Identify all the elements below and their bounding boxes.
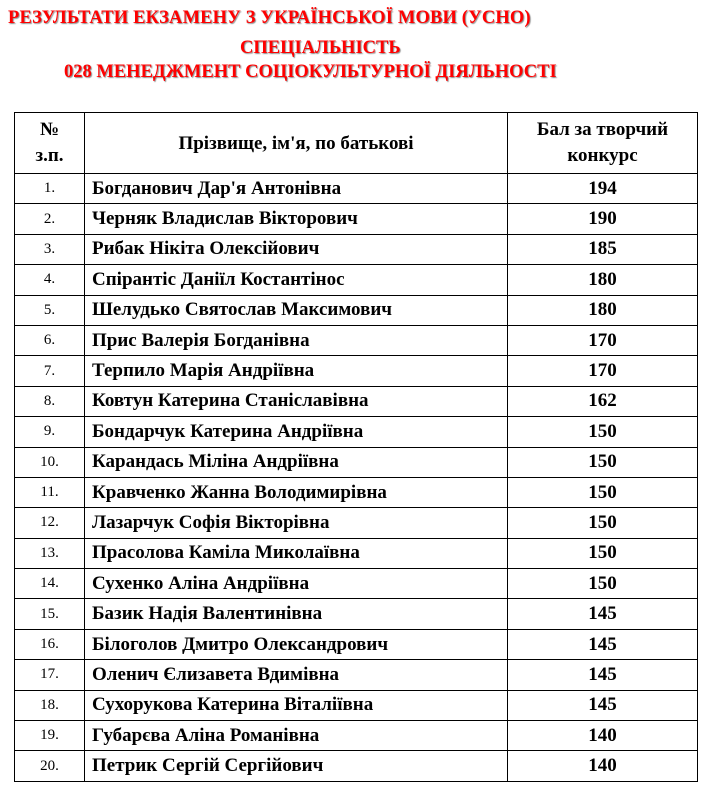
student-score: 170 [508, 325, 698, 355]
row-number: 11. [15, 477, 85, 507]
student-score: 185 [508, 234, 698, 264]
row-number: 13. [15, 538, 85, 568]
table-row [15, 660, 698, 690]
table-row [15, 569, 698, 599]
table-row [15, 690, 698, 720]
student-score: 145 [508, 660, 698, 690]
column-header-score: Бал за творчий конкурс [508, 113, 698, 174]
row-number: 16. [15, 629, 85, 659]
student-name: Шелудько Святослав Максимович [85, 295, 508, 325]
table-body [15, 174, 698, 782]
table-row [15, 265, 698, 295]
student-name: Черняк Владислав Вікторович [85, 204, 508, 234]
table-row [15, 234, 698, 264]
row-number: 7. [15, 356, 85, 386]
student-name: Ковтун Катерина Станіславівна [85, 386, 508, 416]
student-name: Сухорукова Катерина Віталіївна [85, 690, 508, 720]
table-row [15, 417, 698, 447]
row-number: 15. [15, 599, 85, 629]
student-name: Кравченко Жанна Володимирівна [85, 477, 508, 507]
table-row [15, 204, 698, 234]
page-title: РЕЗУЛЬТАТИ ЕКЗАМЕНУ З УКРАЇНСЬКОЇ МОВИ (УСНО) [8, 8, 531, 28]
row-number: 14. [15, 569, 85, 599]
row-number: 6. [15, 325, 85, 355]
student-name: Бондарчук Катерина Андріївна [85, 417, 508, 447]
student-name: Прасолова Каміла Миколаївна [85, 538, 508, 568]
specialty-label: СПЕЦІАЛЬНІСТЬ [240, 38, 401, 58]
row-number: 12. [15, 508, 85, 538]
row-number: 2. [15, 204, 85, 234]
table-header-row [15, 113, 698, 174]
row-number: 18. [15, 690, 85, 720]
row-number: 20. [15, 751, 85, 781]
student-score: 162 [508, 386, 698, 416]
row-number: 3. [15, 234, 85, 264]
row-number: 17. [15, 660, 85, 690]
student-score: 140 [508, 751, 698, 781]
student-score: 150 [508, 538, 698, 568]
table-row [15, 751, 698, 781]
student-name: Петрик Сергій Сергійович [85, 751, 508, 781]
row-number: 1. [15, 174, 85, 204]
row-number: 10. [15, 447, 85, 477]
student-name: Карандась Міліна Андріївна [85, 447, 508, 477]
student-name: Базик Надія Валентинівна [85, 599, 508, 629]
table-row [15, 508, 698, 538]
student-name: Рибак Нікіта Олексійович [85, 234, 508, 264]
student-name: Лазарчук Софія Вікторівна [85, 508, 508, 538]
specialty-name: 028 МЕНЕДЖМЕНТ СОЦІОКУЛЬТУРНОЇ ДІЯЛЬНОСТІ [64, 62, 557, 82]
student-name: Губарєва Аліна Романівна [85, 721, 508, 751]
table-row [15, 174, 698, 204]
student-score: 140 [508, 721, 698, 751]
student-score: 150 [508, 417, 698, 447]
table-row [15, 325, 698, 355]
student-name: Сухенко Аліна Андріївна [85, 569, 508, 599]
table-row [15, 447, 698, 477]
table-row [15, 386, 698, 416]
table-row [15, 721, 698, 751]
student-name: Прис Валерія Богданівна [85, 325, 508, 355]
row-number: 9. [15, 417, 85, 447]
student-score: 190 [508, 204, 698, 234]
student-name: Богданович Дар'я Антонівна [85, 174, 508, 204]
table-row [15, 295, 698, 325]
table-row [15, 599, 698, 629]
student-score: 180 [508, 265, 698, 295]
table-row [15, 629, 698, 659]
student-score: 170 [508, 356, 698, 386]
student-name: Спірантіс Даніїл Костантінос [85, 265, 508, 295]
student-score: 150 [508, 508, 698, 538]
table-row [15, 356, 698, 386]
student-score: 194 [508, 174, 698, 204]
row-number: 4. [15, 265, 85, 295]
row-number: 8. [15, 386, 85, 416]
table-row [15, 477, 698, 507]
student-score: 145 [508, 629, 698, 659]
row-number: 19. [15, 721, 85, 751]
column-header-number: № з.п. [15, 113, 85, 174]
results-table [14, 112, 698, 782]
student-score: 150 [508, 477, 698, 507]
column-header-name: Прізвище, ім'я, по батькові [85, 113, 508, 174]
table-row [15, 538, 698, 568]
student-name: Білоголов Дмитро Олександрович [85, 629, 508, 659]
student-score: 150 [508, 447, 698, 477]
row-number: 5. [15, 295, 85, 325]
student-score: 145 [508, 599, 698, 629]
student-score: 145 [508, 690, 698, 720]
student-score: 150 [508, 569, 698, 599]
student-name: Оленич Єлизавета Вдимівна [85, 660, 508, 690]
student-score: 180 [508, 295, 698, 325]
student-name: Терпило Марія Андріївна [85, 356, 508, 386]
